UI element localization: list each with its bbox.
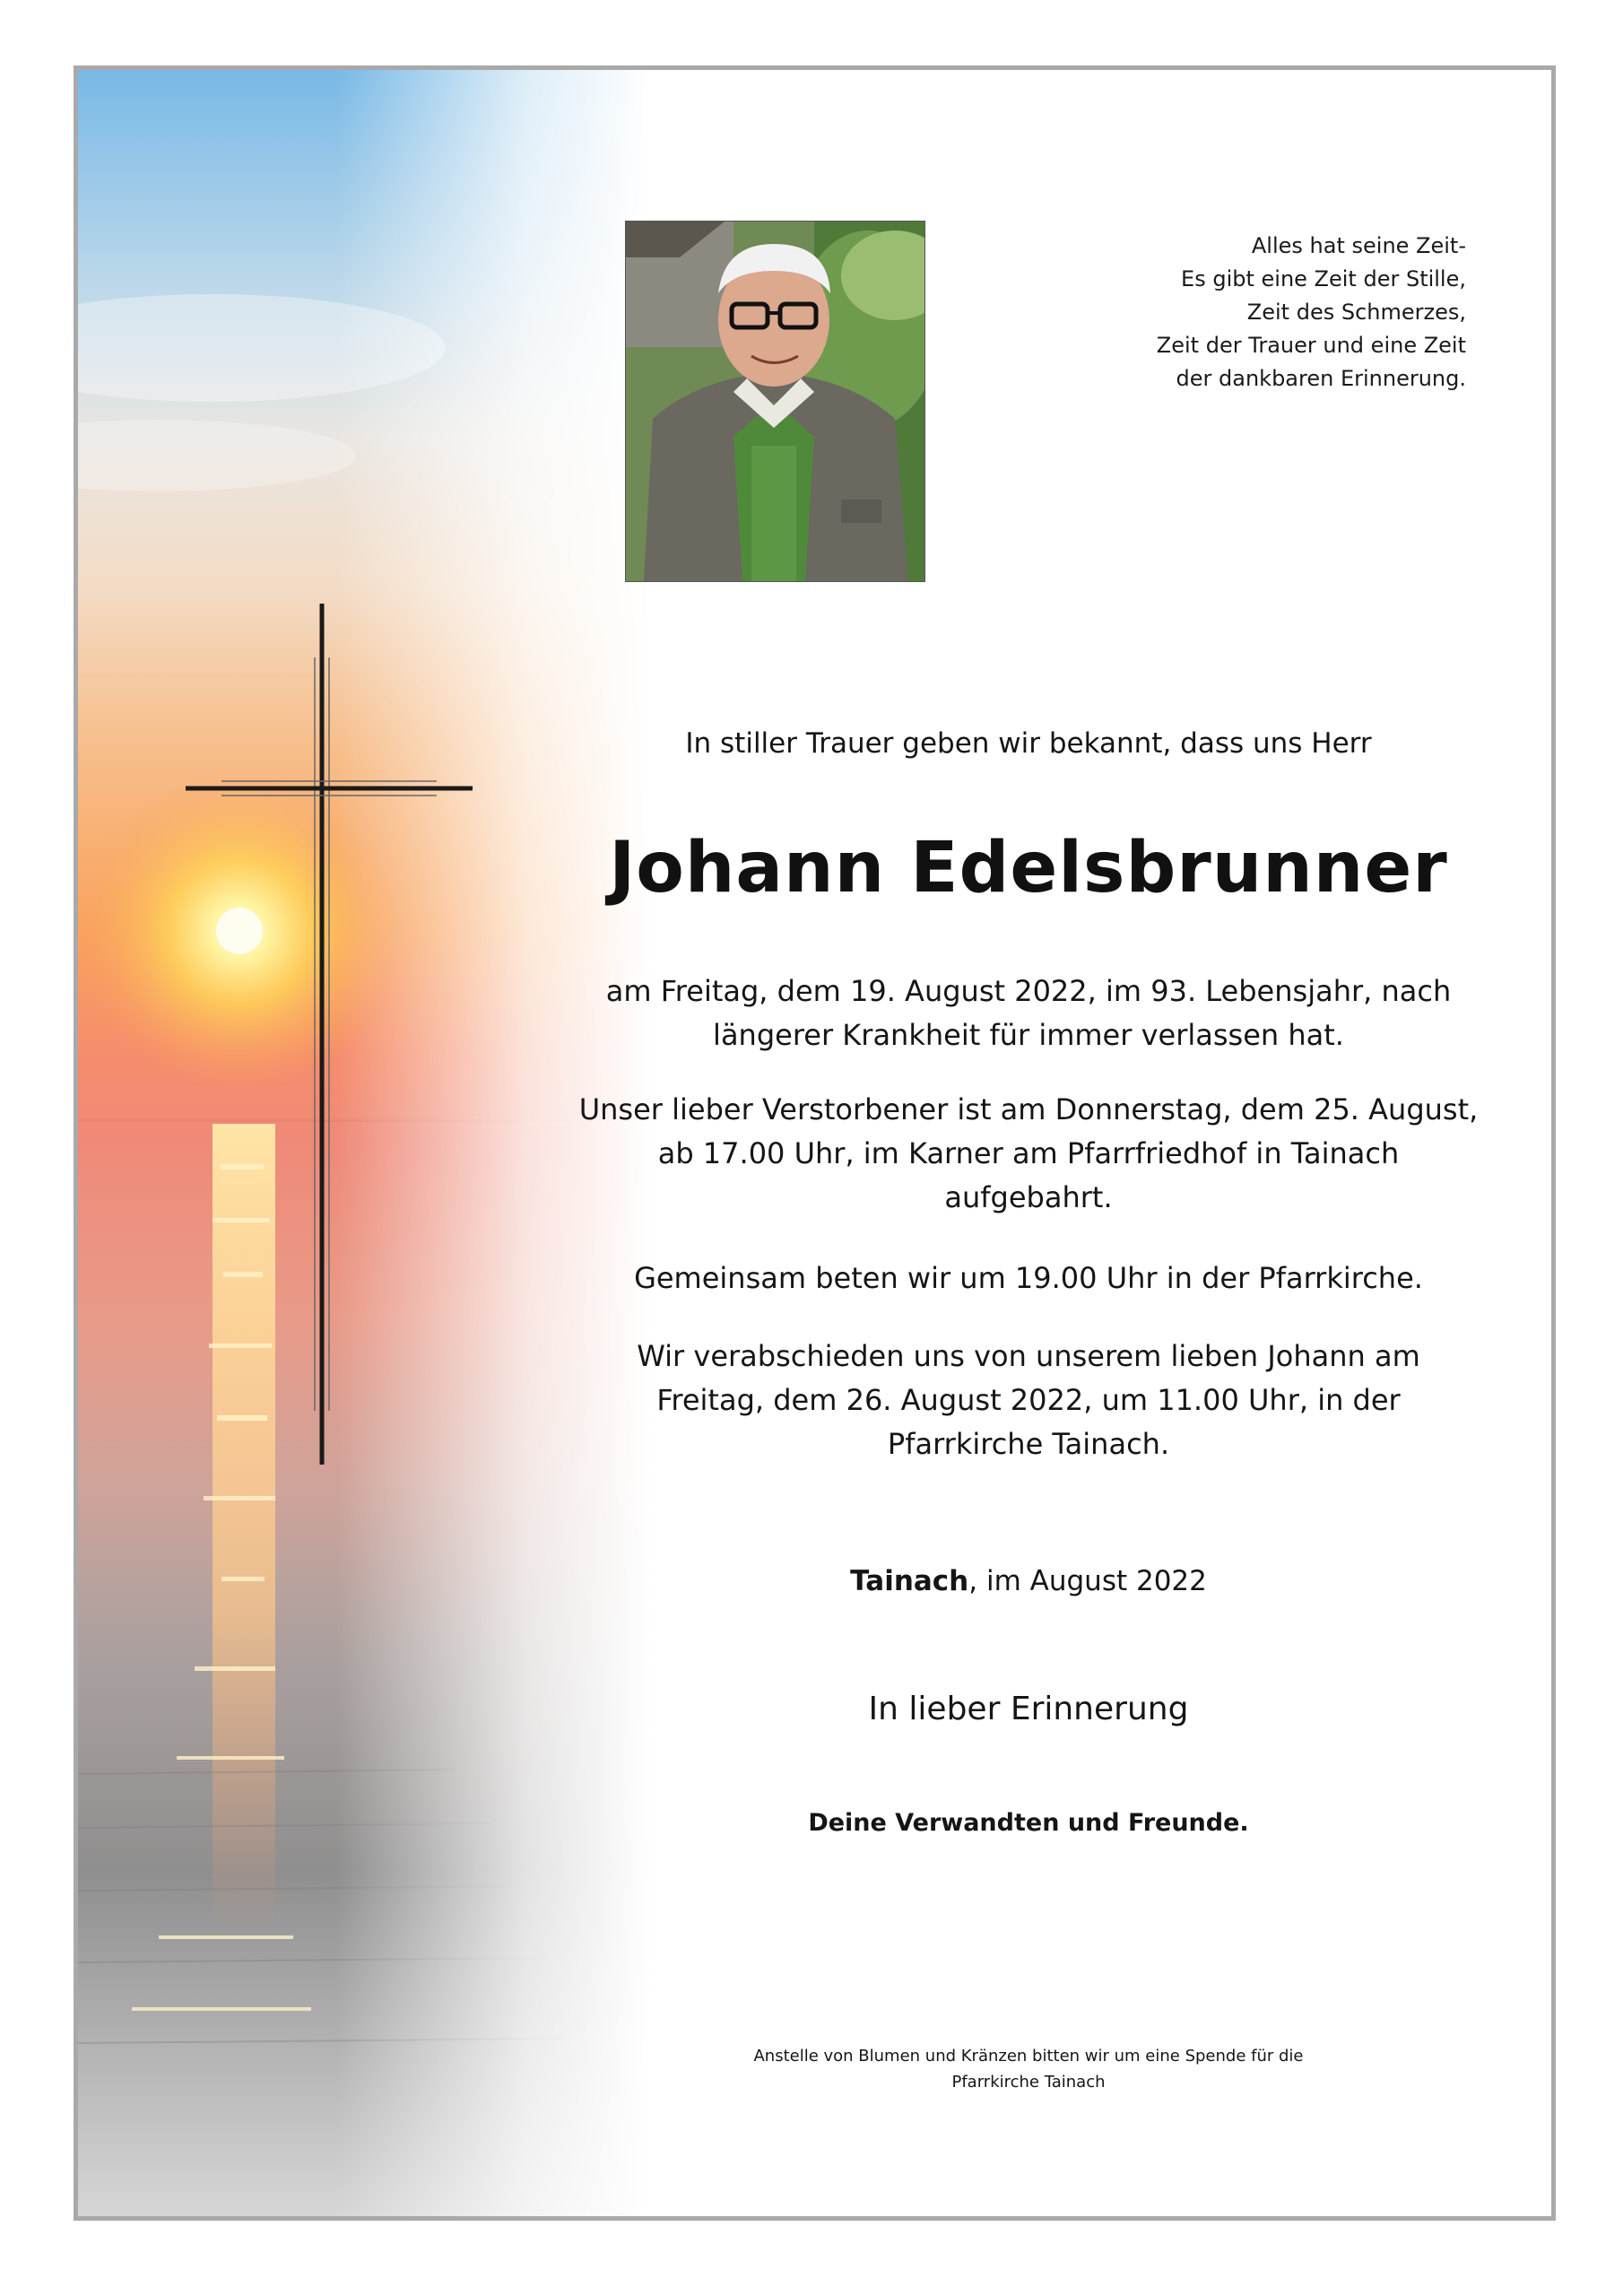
place-name: Tainach bbox=[850, 1565, 969, 1597]
quote-line: Alles hat seine Zeit- bbox=[1251, 233, 1466, 258]
portrait-photo bbox=[625, 221, 925, 582]
remembrance-text: In lieber Erinnerung bbox=[868, 1691, 1189, 1727]
paragraph-line: aufgebahrt. bbox=[944, 1180, 1113, 1214]
intro-text: In stiller Trauer geben wir bekannt, dass uns Herr bbox=[685, 727, 1372, 760]
paragraph-line: Wir verabschieden uns von unserem lieben Johann am bbox=[637, 1339, 1420, 1373]
obituary-card bbox=[74, 65, 1556, 2221]
viewing-paragraph bbox=[562, 1088, 1495, 1220]
latin-cross-icon bbox=[186, 604, 473, 1465]
paragraph-line: am Freitag, dem 19. August 2022, im 93. Lebensjahr, nach bbox=[605, 974, 1452, 1008]
note-line: Pfarrkirche Tainach bbox=[951, 2073, 1106, 2092]
quote-line: Zeit des Schmerzes, bbox=[1246, 300, 1466, 325]
death-paragraph bbox=[562, 970, 1495, 1057]
place-date bbox=[562, 1563, 1495, 1599]
paragraph-line: Gemeinsam beten wir um 19.00 Uhr in der Pfarrkirche. bbox=[634, 1261, 1423, 1295]
paragraph-line: Pfarrkirche Tainach. bbox=[887, 1427, 1170, 1461]
prayer-paragraph bbox=[562, 1257, 1495, 1300]
paragraph-line: Unser lieber Verstorbener ist am Donnerstag, dem 25. August, bbox=[578, 1092, 1479, 1126]
signature-text: Deine Verwandten und Freunde. bbox=[808, 1809, 1249, 1837]
quote-line: der dankbaren Erinnerung. bbox=[1176, 366, 1466, 391]
quote-line: Zeit der Trauer und eine Zeit bbox=[1156, 333, 1466, 358]
paragraph-line: längerer Krankheit für immer verlassen hat. bbox=[713, 1018, 1344, 1052]
date-text: , im August 2022 bbox=[968, 1565, 1207, 1597]
poem-quote bbox=[1000, 230, 1466, 396]
donation-note bbox=[562, 2043, 1495, 2095]
paragraph-line: Freitag, dem 26. August 2022, um 11.00 Uhr, in der bbox=[656, 1383, 1401, 1417]
farewell-paragraph bbox=[562, 1335, 1495, 1466]
paragraph-line: ab 17.00 Uhr, im Karner am Pfarrfriedhof in Tainach bbox=[657, 1136, 1400, 1170]
quote-line: Es gibt eine Zeit der Stille, bbox=[1181, 266, 1466, 291]
note-line: Anstelle von Blumen und Kränzen bitten wir um eine Spende für die bbox=[753, 2047, 1304, 2066]
deceased-name: Johann Edelsbrunner bbox=[609, 828, 1448, 909]
